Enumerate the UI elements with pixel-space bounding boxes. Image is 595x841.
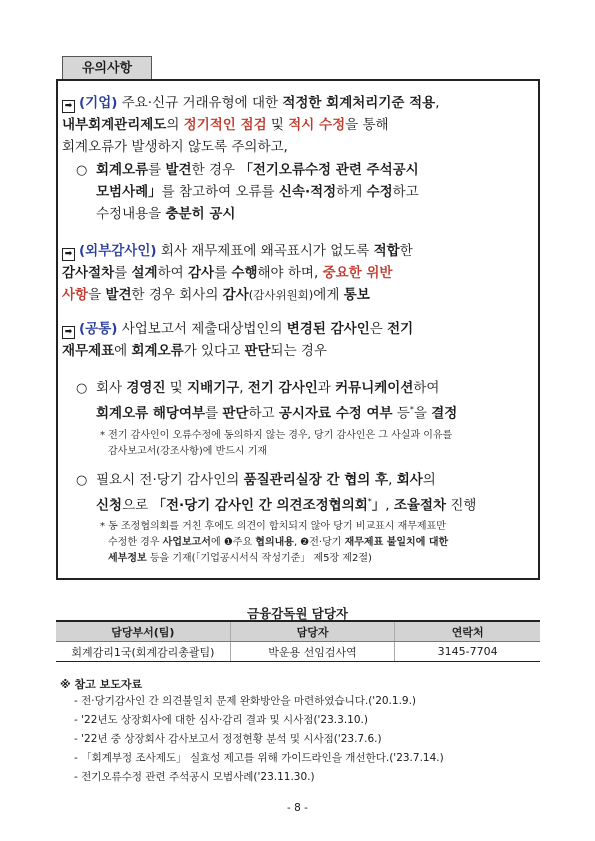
emphasis: 전기 감사인 [247,380,318,396]
emphasis: 변경된 감사인 [286,321,370,337]
emphasis: 통보 [343,287,370,303]
emphasis: 발견 [165,162,192,178]
emphasis: 회계오류 [131,343,184,359]
emphasis: 재무제표 [62,343,115,359]
note-line: 감사보고서(강조사항)에 반드시 기재 [108,446,268,457]
emphasis: 커뮤니케이션 [335,380,414,396]
emphasis: 감사 [187,265,215,281]
text: 및 [165,380,188,396]
text: 하여 [157,265,188,281]
text: 으로 [122,497,153,514]
emphasis: 품질관리실장 간 협의 후 [243,472,389,488]
emphasis: 감사 [222,287,249,303]
emphasis: 신청 [96,497,123,514]
notice-tab: 유의사항 [62,56,152,80]
text: 를 참고하여 오류를 [161,184,279,200]
text: 사업보고서 제출대상법인의 [117,321,287,337]
header-department: 담당부서(팀) [56,621,230,642]
emphasis: 적정한 회계처리기준 적용 [282,95,436,111]
tag-common: (공통) [79,321,118,337]
footnote-consultation-committee [100,519,530,567]
emphasis: 」 [371,497,386,514]
emphasis: 「전기오류수정 관련 주석공시 [239,162,419,178]
text: 을 통해 [345,117,389,133]
notice-paragraph-auditor [62,240,530,306]
text: 하고 [392,184,419,200]
tag-auditor: (외부감사인) [79,243,157,259]
emphasis: 감사절차 [62,265,115,281]
emphasis: 판단 [222,405,249,422]
emphasis: 경영진 [126,380,166,396]
emphasis: 회사 [396,472,423,488]
page-number: - 8 - [287,802,308,814]
contact-title-text: 금융감독원 담당자 [247,606,348,621]
text: 을 [88,287,106,303]
list-item: - '22년도 상장회사에 대한 심사·감리 결과 및 시사점('23.3.10.) [74,714,368,726]
references-list [74,692,544,787]
note-line: * 동 조정협의회를 거친 후에도 의견이 합치되지 않아 당기 비교표시 재무제표만 [100,521,446,532]
arrow-right-icon: ➡ [62,100,75,113]
text: 전·당기 [309,537,345,548]
emphasis: 회계오류 [96,162,149,178]
references-heading: ※ 참고 보도자료 [60,678,143,691]
text: , [388,472,397,488]
cell-person: 박운용 선임검사역 [230,642,395,662]
text: 에게 [313,287,344,303]
arrow-right-icon: ➡ [62,326,75,339]
emphasis: 공시자료 수정 여부 [278,405,393,422]
emphasis: 협의내용 [255,537,294,548]
emphasis: 발견 [105,287,132,303]
emphasis: 적합 [373,243,400,259]
footnote-marker: * [409,405,414,414]
emphasis: 모범사례」 [96,184,162,200]
footnote-marker: * [367,497,372,506]
list-item: - '22년 중 상장회사 감사보고서 정정현황 분석 및 시사점('23.7.6.) [74,733,382,745]
text: 은 [369,321,388,337]
text: 한 [399,243,413,259]
emphasis: 재무제표 불일치에 대한 [344,537,449,548]
text: 의 [166,117,184,133]
text: 한 경우 [191,162,240,178]
text: 하여 [413,380,440,396]
text: 에 [114,343,132,359]
cell-phone: 3145-7704 [395,642,540,662]
text: , [239,380,248,396]
cell-department: 회계감리1국(회계감리총괄팀) [56,642,230,662]
header-phone: 연락처 [395,621,540,642]
highlight: 정기적인 점검 [183,117,267,133]
number-two-icon: ❷ [300,537,310,548]
number-one-icon: ❶ [223,537,233,548]
bullet-circle-icon: ○ [76,163,88,178]
text: 한 경우 회사의 [131,287,223,303]
emphasis: 전기 [387,321,414,337]
note-line [100,551,530,567]
text: 를 [148,162,166,178]
notice-paragraph-company [62,92,530,158]
text: 되는 경우 [270,343,327,359]
text: 진행 [446,497,477,514]
text: 수정한 경우 [108,537,163,548]
notice-subitem-consultation [96,469,536,517]
text: 수정내용을 [96,206,166,222]
text: 를 [205,405,223,422]
emphasis: 설계 [131,265,158,281]
text: 에 [210,537,224,548]
bullet-circle-icon: ○ [76,473,88,488]
emphasis: 결정 [431,405,458,422]
emphasis: 수행 [231,265,258,281]
list-item: - 「회계부정 조사제도」 실효성 제고를 위해 가이드라인을 개선한다.('23.7.14.) [74,752,444,764]
tag-company: (기업) [79,95,118,111]
highlight: 사항 [62,287,89,303]
header-person: 담당자 [230,621,395,642]
text: 를 [114,265,132,281]
text: 등을 기재(「기업공시서식 작성기준」 제5장 제2절) [146,553,372,564]
arrow-right-icon: ➡ [62,248,75,261]
text: 회사 [96,380,127,396]
contact-table [56,620,540,662]
text: , [385,497,394,514]
text: , [293,537,301,548]
note-line [100,535,530,551]
text: , [435,95,440,111]
highlight: 적시 수정 [288,117,346,133]
text: 회계오류가 발생하지 않도록 주의하고, [62,139,288,155]
emphasis: 세부정보 [108,553,147,564]
emphasis: 지배기구 [187,380,240,396]
table-row [56,642,540,662]
emphasis: 판단 [244,343,271,359]
text: 의 [422,472,436,488]
text: 회사 재무제표에 왜곡표시가 없도록 [156,243,374,259]
text: 하게 [336,184,367,200]
footnote-disagreement [100,428,530,460]
emphasis: 「전·당기 감사인 간 의견조정협의회 [152,497,368,514]
notice-subitem-communication [96,377,536,425]
text: 필요시 전·당기 감사인의 [96,472,244,488]
bullet-circle-icon: ○ [76,381,88,396]
emphasis: 내부회계관리제도 [62,117,167,133]
emphasis: 사업보고서 [162,537,211,548]
emphasis: 회계오류 해당여부 [96,405,206,422]
text: 주요·신규 거래유형에 대한 [117,95,283,111]
text: 등 [392,405,410,422]
text: 을 [413,405,432,422]
notice-paragraph-common [62,318,530,362]
list-item: - 전기오류수정 관련 주석공시 모범사례('23.11.30.) [74,771,315,783]
list-item: - 전·당기감사인 간 의견불일치 문제 완화방안을 마련하였습니다.('20.1.9.) [74,695,417,707]
emphasis: 충분히 공시 [165,206,236,222]
text: 및 [266,117,289,133]
contact-header-row [56,621,540,642]
note-line: * 전기 감사인이 오류수정에 동의하지 않는 경우, 당기 감사인은 그 사실과 이유를 [100,430,453,441]
emphasis: 조율절차 [393,497,447,514]
text: (감사위원회) [248,288,314,302]
text: 과 [317,380,336,396]
text: 가 있다고 [183,343,245,359]
notice-subitem-correction [96,159,536,225]
text: 해야 하며, [257,265,323,281]
emphasis: 신속·적정 [278,184,337,200]
highlight: 중요한 위반 [322,265,393,281]
text: 하고 [248,405,279,422]
text: 를 [214,265,232,281]
emphasis: 수정 [366,184,393,200]
text: 주요 [232,537,256,548]
